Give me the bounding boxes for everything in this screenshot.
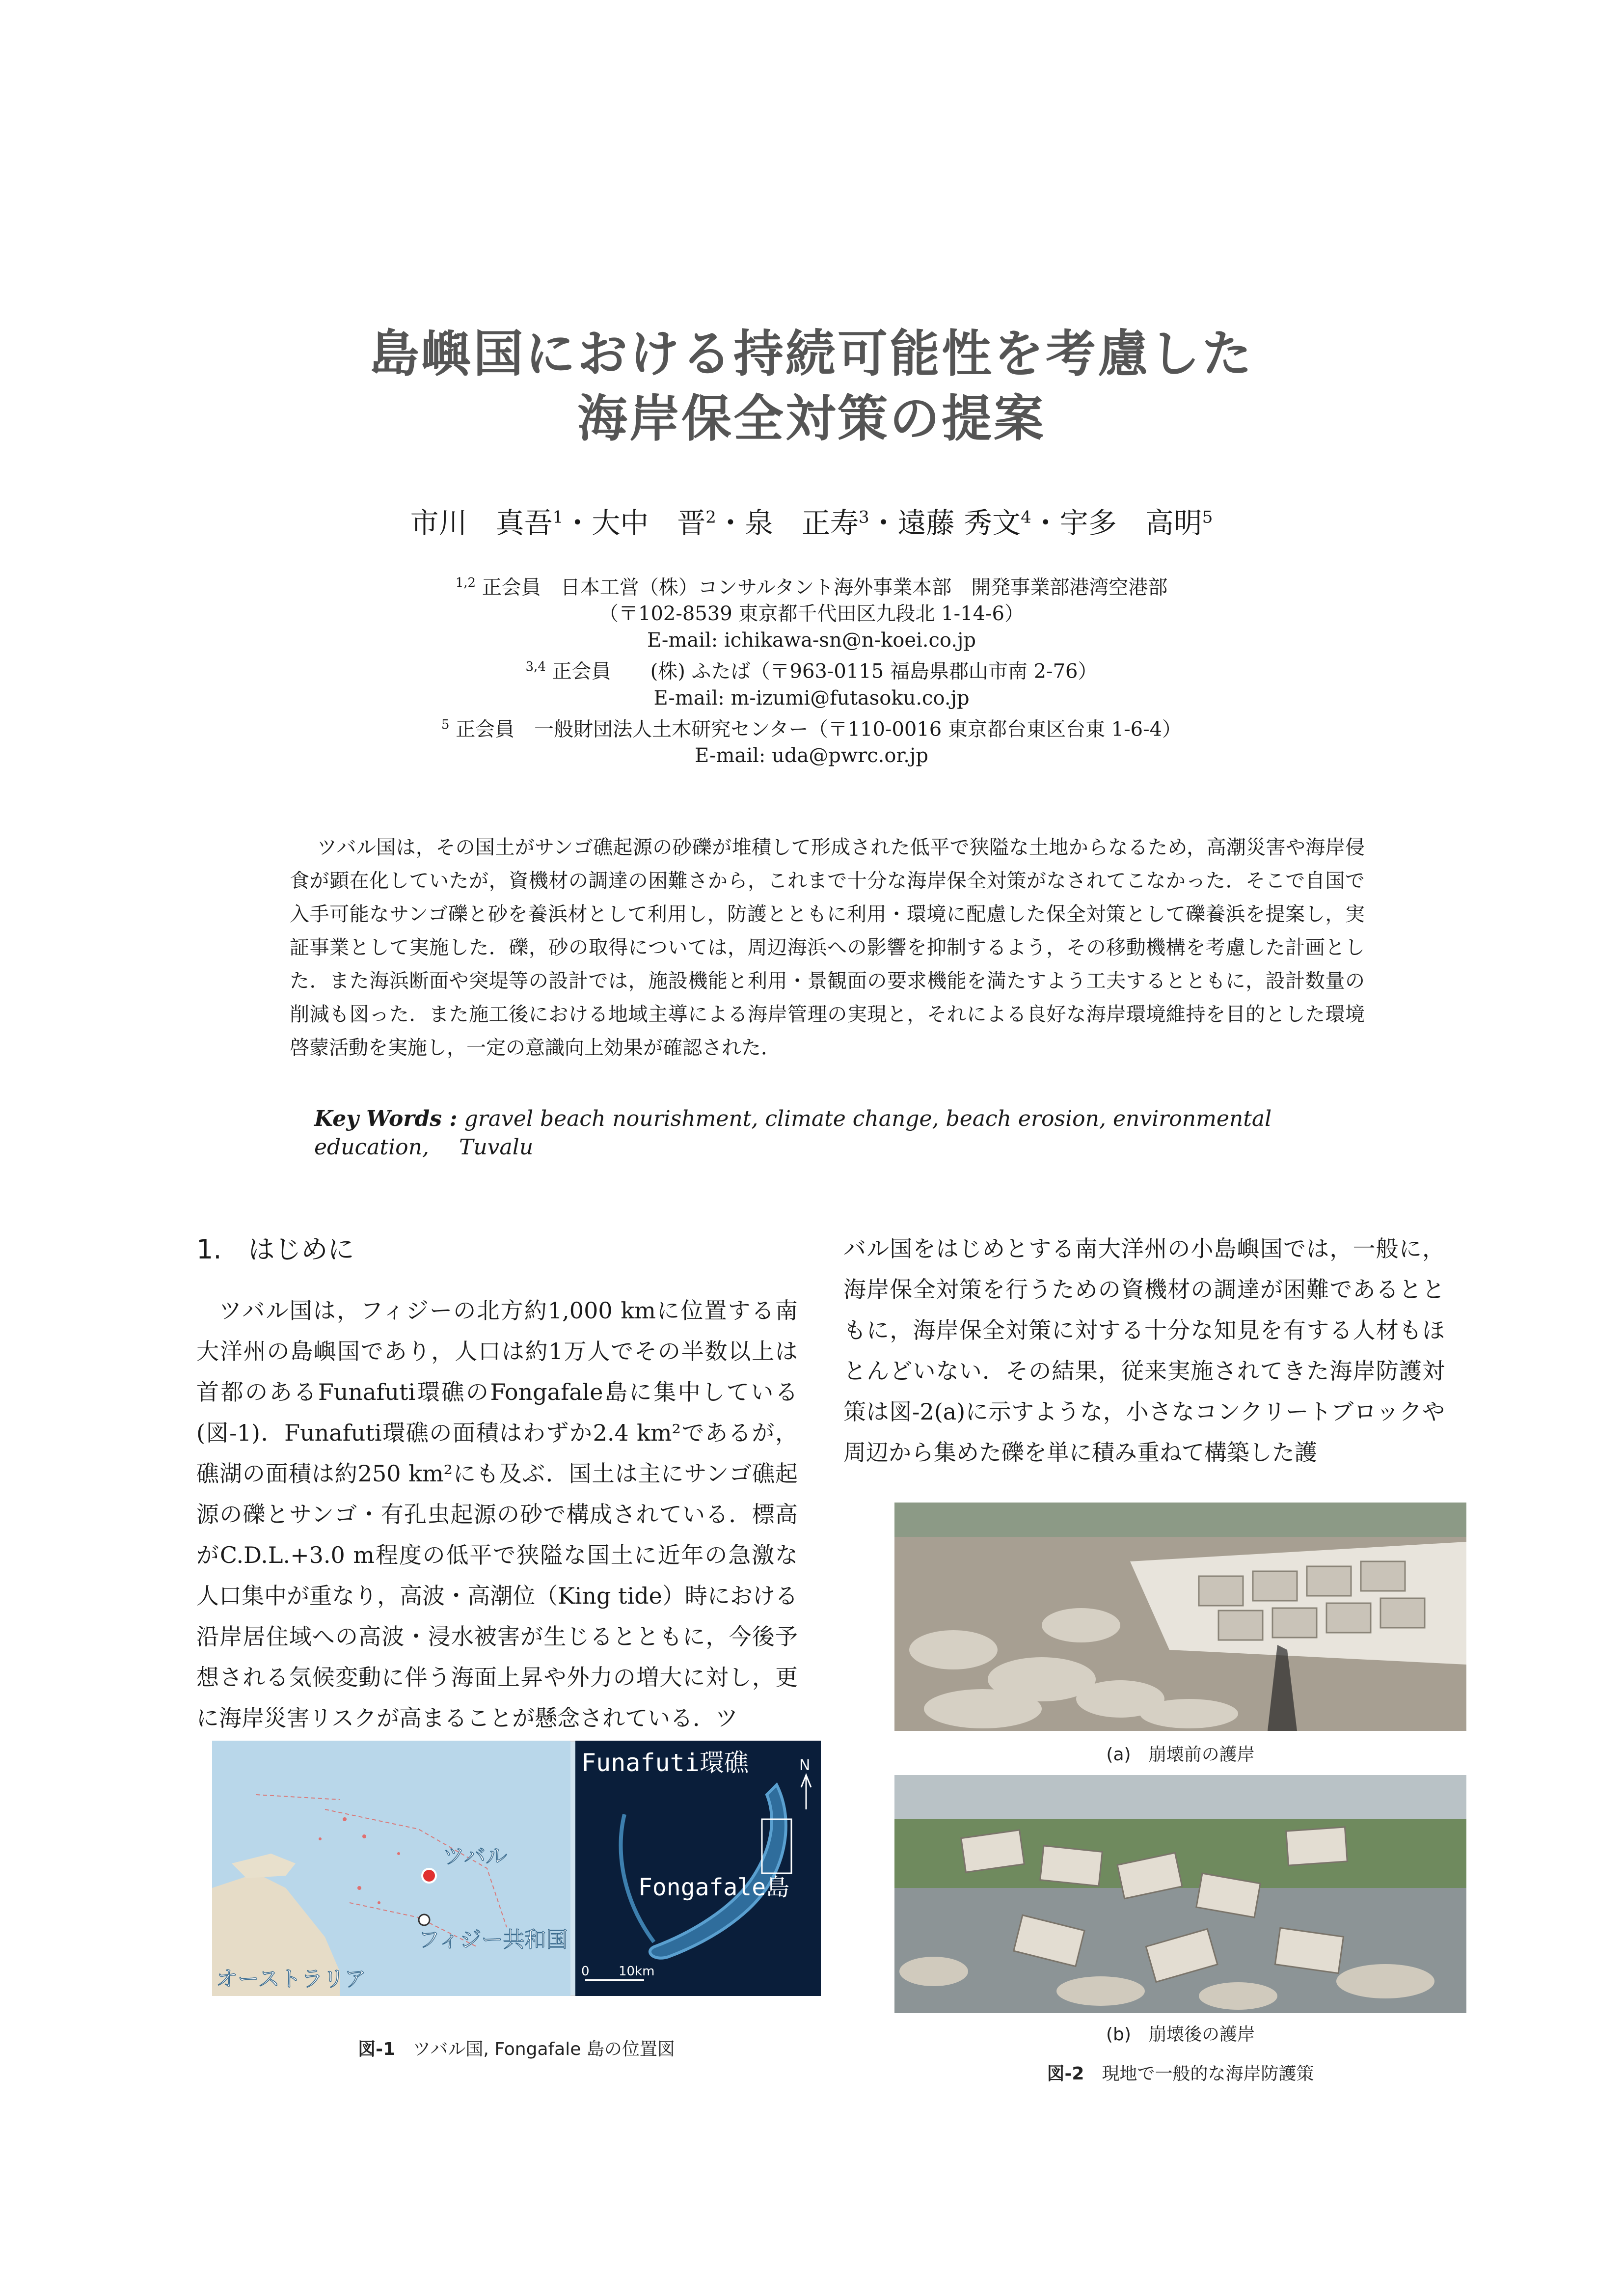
keywords-line1: gravel beach nourishment, climate change, beach erosion, environmental education, <box>314 1106 1272 1160</box>
fiji-marker <box>419 1914 430 1925</box>
figure-2a-photo <box>894 1503 1466 1731</box>
affiliation-5: $^5$ 正会員 一般財団法人土木研究センター（〒110-0016 東京都台東区台東 1-6-4） <box>441 717 1182 740</box>
figure-2-label: 図-2 <box>1047 2064 1084 2084</box>
author-name: 遠藤 秀文 <box>897 506 1021 540</box>
author-name: 泉 正寿 <box>744 506 859 540</box>
author-sup: 2 <box>705 507 716 527</box>
author-name: 市川 真吾 <box>410 506 553 540</box>
author-name: 宇多 高明 <box>1059 506 1202 540</box>
figure-1-label: 図-1 <box>358 2039 396 2059</box>
map-label-fiji: フィジー共和国 <box>418 1927 568 1952</box>
figure-2-caption-text: 現地で一般的な海岸防護策 <box>1102 2064 1314 2084</box>
affiliation-3-4: $^{3,4}$ 正会員 (株) ふたば（〒963-0115 福島県郡山市南 2-76） <box>525 659 1098 683</box>
affiliation-5-email: E-mail: uda@pwrc.or.jp <box>695 744 928 767</box>
author-sup: 5 <box>1202 507 1213 527</box>
abstract: ツバル国は，その国土がサンゴ礁起源の砂礫が堆積して形成された低平で狭隘な土地からなるため，高潮災害や海岸侵食が顕在化していたが，資機材の調達の困難さから，これまで十分な海岸保全対策がなされてこなかった．そこで自国で入手可能なサンゴ礫と砂を養浜材として利用し，防護とともに利用・環境に配慮した保全対策として礫養浜を提案し，実証事業として実施した．礫，砂の取得については，周辺海浜への影響を抑制するよう，その移動機構を考慮した計画とした．また海浜断面や突堤等の設計では，施設機能と利用・景観面の要求機能を満たすよう工夫するとともに，設計数量の削減も図った．また施工後における地域主導による海岸管理の実現と，それによる良好な海岸環境維持を目的とした環境啓蒙活動を実施し，一定の意識向上効果が確認された． <box>290 836 1365 1059</box>
tuvalu-marker <box>422 1869 436 1883</box>
section-heading: 1. はじめに <box>196 1234 354 1265</box>
island-label: Fongafale島 <box>638 1874 790 1901</box>
author-sup: 1 <box>552 507 564 527</box>
figure-2b-photo-art <box>894 1775 1466 2013</box>
keywords-line2: Tuvalu <box>459 1135 534 1160</box>
north-label: N <box>799 1757 811 1774</box>
author-name: 大中 晋 <box>592 506 706 540</box>
figure-2b-caption: (b) 崩壊後の護岸 <box>1106 2024 1255 2045</box>
figure-1-caption <box>212 2035 821 2060</box>
map-label-tuvalu: ツバル <box>443 1844 508 1869</box>
sky <box>894 1775 1466 1819</box>
figure-2-caption <box>894 2060 1466 2085</box>
affiliation-3-4-email: E-mail: m-izumi@futasoku.co.jp <box>653 686 970 710</box>
author-sup: 3 <box>858 507 869 527</box>
paper-title-line1: 島嶼国における持続可能性を考慮した <box>369 325 1254 383</box>
figure-2a-photo-art <box>894 1503 1466 1731</box>
affiliation-1-2-email: E-mail: ichikawa-sn@n-koei.co.jp <box>647 629 976 652</box>
author-list: 市川 真吾$^1$・大中 晋$^2$・泉 正寿$^3$・遠藤 秀文$^4$・宇多 高明$^5$ <box>410 506 1213 540</box>
scale-ten: 10km <box>619 1964 655 1979</box>
paper-title-line2: 海岸保全対策の提案 <box>577 390 1046 448</box>
body-right-column: バル国をはじめとする南大洋州の小島嶼国では，一般に，海岸保全対策を行うための資機材の調達が困難であるとともに，海岸保全対策に対する十分な知見を有する人材もほとんどいない．その結果，従来実施されてきた海岸防護対策は図-2(a)に示すような，小さなコンクリートブロックや周辺から集めた礫を単に積み重ねて構築した護 <box>843 1235 1445 1466</box>
keywords-label: Key Words : <box>314 1106 458 1131</box>
background-trees <box>894 1503 1466 1537</box>
figure-1-image <box>212 1741 821 1996</box>
figure-2a-caption: (a) 崩壊前の護岸 <box>1106 1745 1255 1765</box>
body-left-column: ツバル国は，フィジーの北方約1,000 kmに位置する南大洋州の島嶼国であり，人口は約1万人でその半数以上は首都のあるFunafuti環礁のFongafale島に集中している(図-1)．Funafuti環礁の面積はわずか2.4 km²であるが，礁湖の面積は約250 km²にも及ぶ．国土は主にサンゴ礁起源の礫とサンゴ・有孔虫起源の砂で構成されている．標高がC.D.L.+3.0 m程度の低平で狭隘な国土に近年の急激な人口集中が重なり，高波・高潮位（King tide）時における沿岸居住域への高波・浸水被害が生じるとともに，今後予想される気候変動に伴う海面上昇や外力の増大に対し，更に海岸災害リスクが高まることが懸念されている．ツ <box>196 1297 798 1731</box>
affiliation-1-2-address: （〒102-8539 東京都千代田区九段北 1-14-6） <box>599 602 1024 626</box>
figure-2b-photo <box>894 1775 1466 2013</box>
map-label-australia: オーストラリア <box>216 1967 366 1992</box>
figure-1-maps <box>212 1741 821 1996</box>
affiliations <box>0 570 1623 769</box>
affiliation-1-2: $^{1,2}$ 正会員 日本工営（株）コンサルタント海外事業本部 開発事業部港湾空港部 <box>455 575 1168 599</box>
atoll-panel <box>575 1741 821 1996</box>
scale-zero: 0 <box>581 1964 590 1979</box>
figure-1-caption-text: ツバル国, Fongafale 島の位置図 <box>413 2039 675 2059</box>
author-sup: 4 <box>1021 507 1031 527</box>
atoll-title: Funafuti環礁 <box>581 1749 749 1777</box>
